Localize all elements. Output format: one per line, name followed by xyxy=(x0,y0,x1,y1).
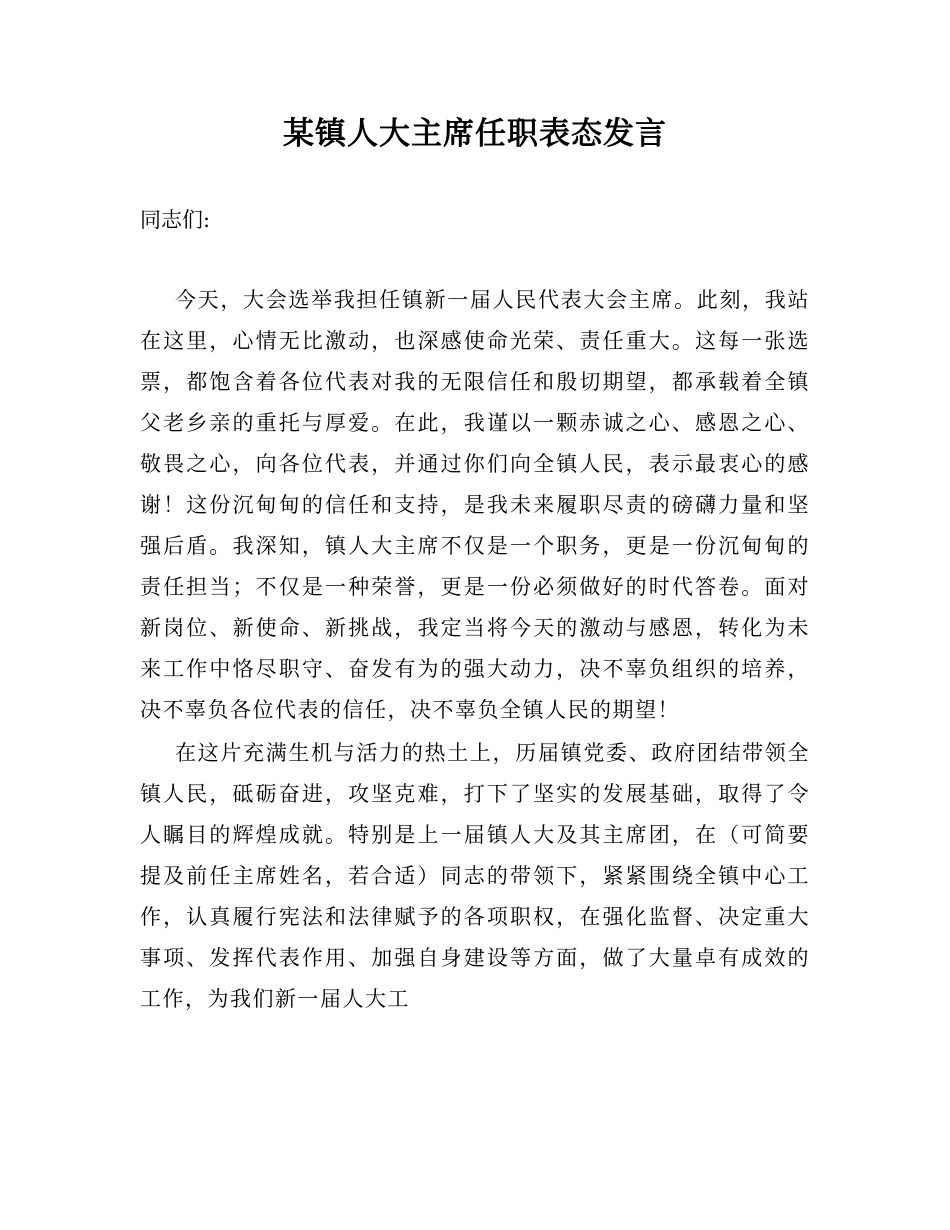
document-title: 某镇人大主席任职表态发言 xyxy=(283,116,667,152)
document-body xyxy=(140,280,810,1022)
paragraph-1: 今天，大会选举我担任镇新一届人民代表大会主席。此刻，我站在这里，心情无比激动，也深感使命光荣、责任重大。这每一张选票，都饱含着各位代表对我的无限信任和殷切期望，都承载着全镇父老乡亲的重托与厚爱。在此，我谨以一颗赤诚之心、感恩之心、敬畏之心，向各位代表，并通过你们向全镇人民，表示最衷心的感谢！这份沉甸甸的信任和支持，是我未来履职尽责的磅礴力量和坚强后盾。我深知，镇人大主席不仅是一个职务，更是一份沉甸甸的责任担当；不仅是一种荣誉，更是一份必须做好的时代答卷。面对新岗位、新使命、新挑战，我定当将今天的激动与感恩，转化为未来工作中恪尽职守、奋发有为的强大动力，决不辜负组织的培养，决不辜负各位代表的信任，决不辜负全镇人民的期望！ xyxy=(140,288,810,722)
salutation: 同志们: xyxy=(140,208,211,232)
paragraph-2: 在这片充满生机与活力的热土上，历届镇党委、政府团结带领全镇人民，砥砺奋进，攻坚克难，打下了坚实的发展基础，取得了令人瞩目的辉煌成就。特别是上一届镇人大及其主席团，在（可简要提及前任主席姓名，若合适）同志的带领下，紧紧围绕全镇中心工作，认真履行宪法和法律赋予的各项职权，在强化监督、决定重大事项、发挥代表作用、加强自身建设等方面，做了大量卓有成效的工作，为我们新一届人大工 xyxy=(140,741,810,1011)
